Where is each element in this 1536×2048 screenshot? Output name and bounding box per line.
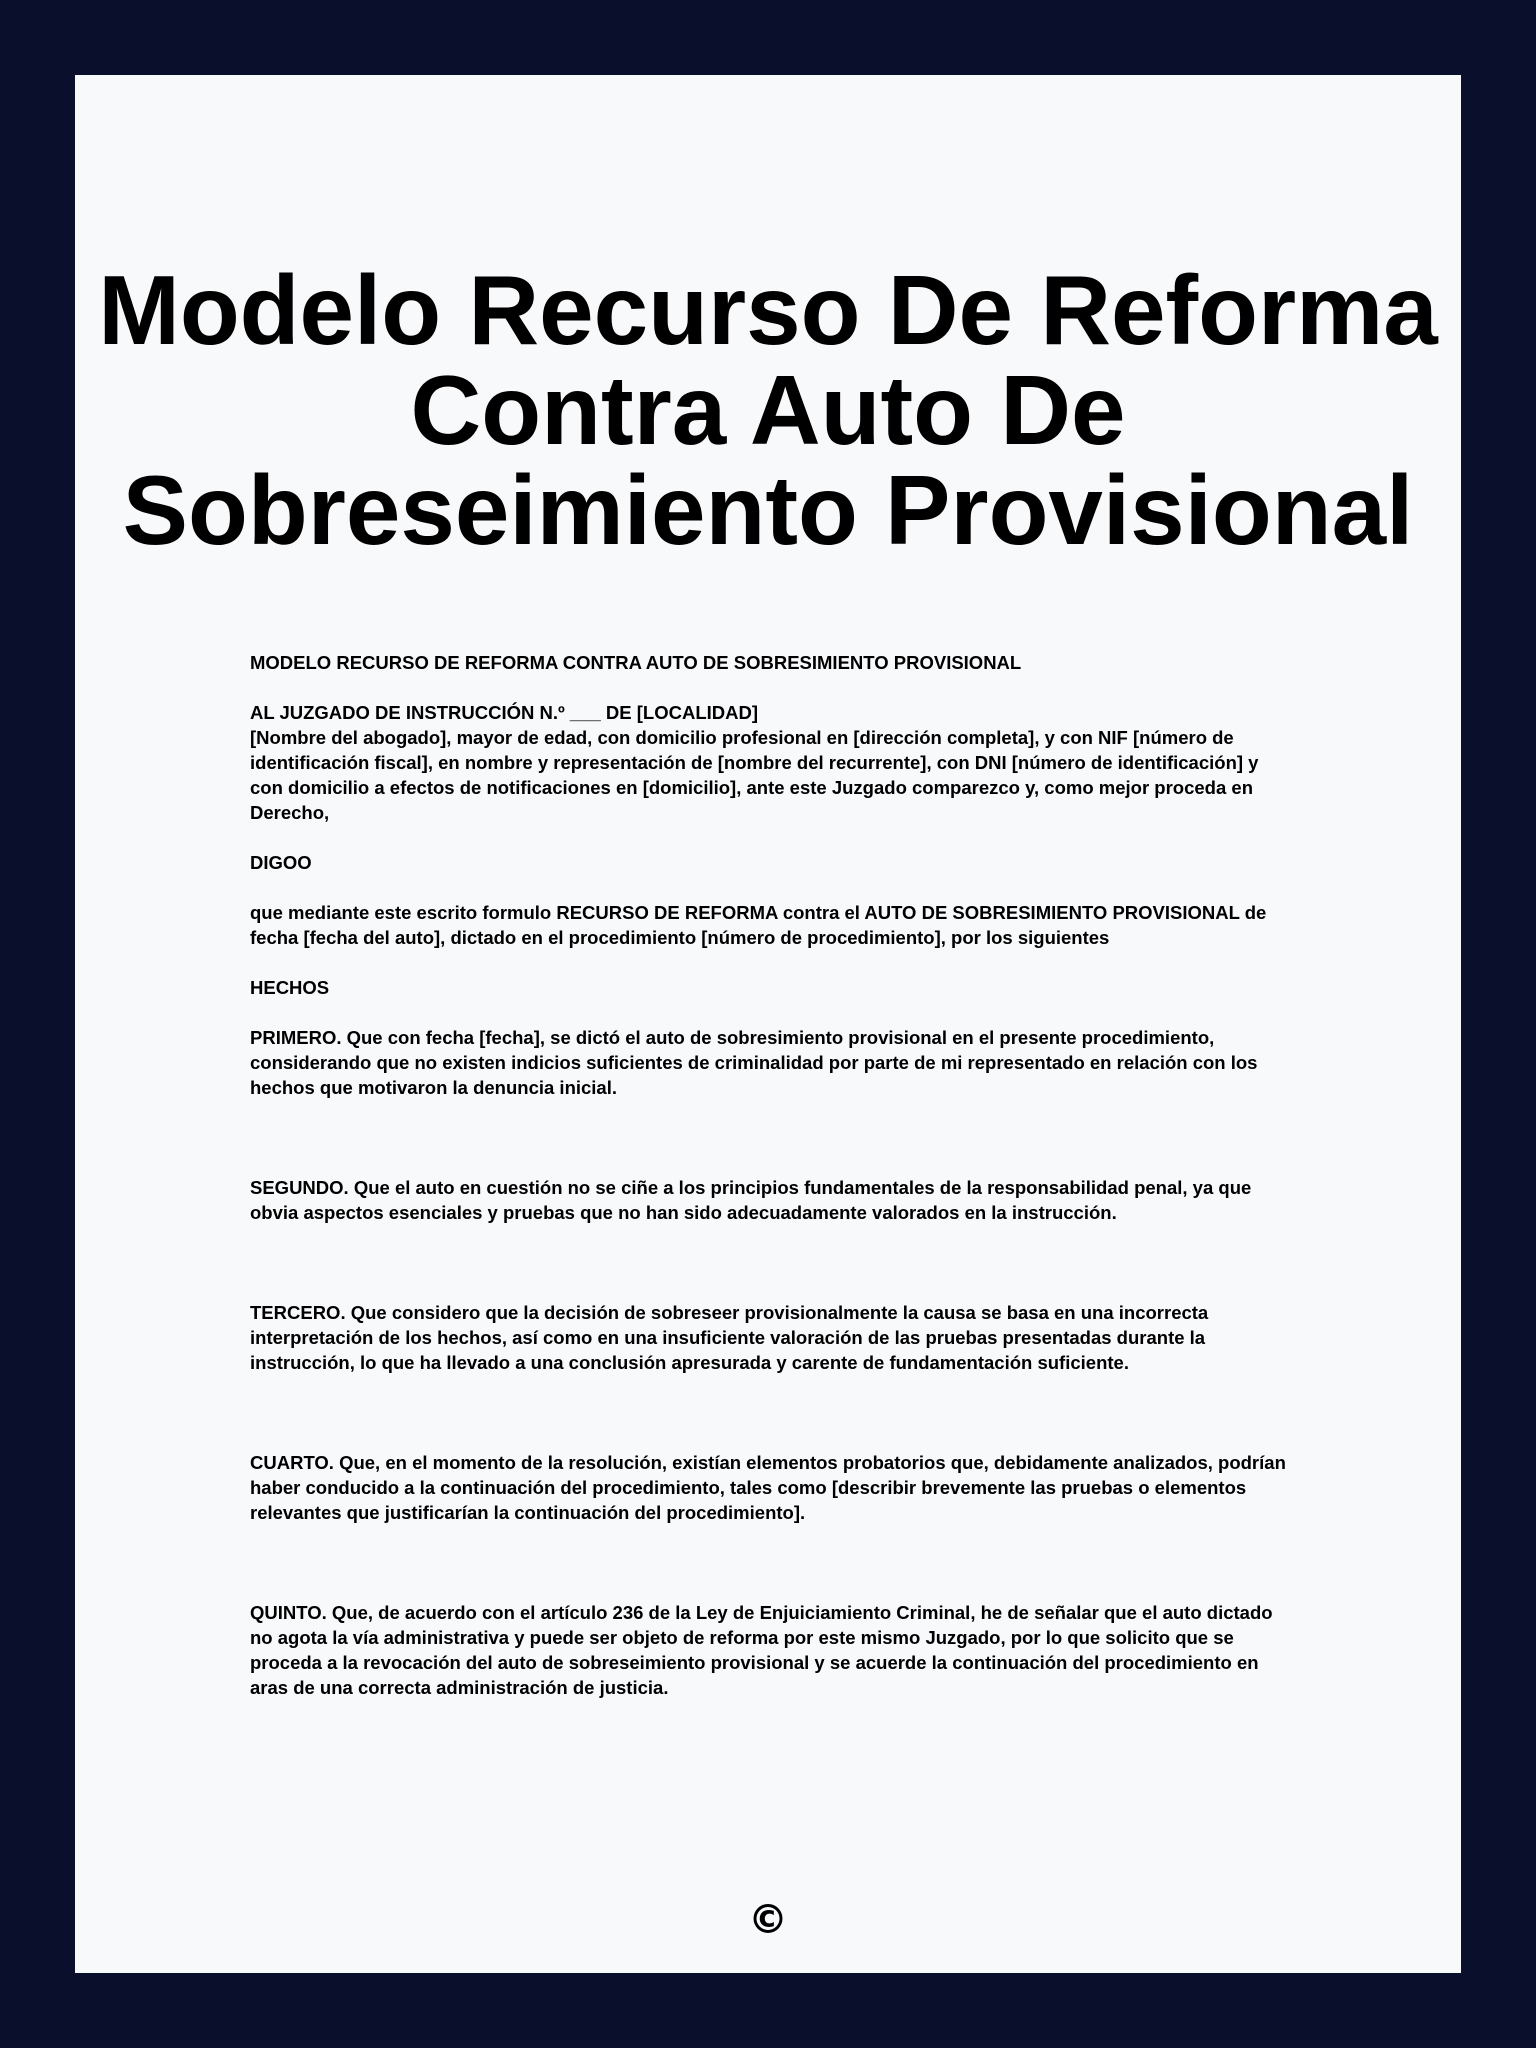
fact-tercero: TERCERO. Que considero que la decisión de sobreseer provisionalmente la causa se basa en una incorrecta interpretación de los hechos, así como en una insuficiente valoración de las pruebas presentadas durante la instrucción, lo que ha llevado a una conclusión apresurada y carente de fundamentación suficiente. [250, 1302, 1209, 1373]
digo-heading: DIGOO [250, 852, 312, 873]
appearance-paragraph: [Nombre del abogado], mayor de edad, con domicilio profesional en [dirección completa], y con NIF [número de identificación fiscal], en nombre y representación de [nombre del recurrente], con DNI [número de identificación] y con domicilio a efectos de notificaciones en [domicilio], ante este Juzgado comparezco y, como mejor proceda en Derecho, [250, 727, 1259, 823]
document-title: Modelo Recurso De Reforma Contra Auto De Sobreseimiento Provisional [98, 255, 1438, 565]
document-body [250, 650, 1290, 1700]
fact-primero: PRIMERO. Que con fecha [fecha], se dictó el auto de sobresimiento provisional en el presente procedimiento, considerando que no existen indicios suficientes de criminalidad por parte de mi representado en relación con los hechos que motivaron la denuncia inicial. [250, 1027, 1258, 1098]
hechos-heading: HECHOS [250, 977, 330, 998]
addressee: AL JUZGADO DE INSTRUCCIÓN N.º ___ DE [LOCALIDAD] [250, 702, 759, 723]
document-heading: MODELO RECURSO DE REFORMA CONTRA AUTO DE SOBRESIMIENTO PROVISIONAL [250, 652, 1022, 673]
fact-quinto: QUINTO. Que, de acuerdo con el artículo 236 de la Ley de Enjuiciamiento Criminal, he de señalar que el auto dictado no agota la vía administrativa y puede ser objeto de reforma por este mismo Juzgado, por lo que solicito que se proceda a la revocación del auto de sobreseimiento provisional y se acuerde la continuación del procedimiento en aras de una correcta administración de justicia. [250, 1602, 1273, 1698]
fact-segundo: SEGUNDO. Que el auto en cuestión no se ciñe a los principios fundamentales de la responsabilidad penal, ya que obvia aspectos esenciales y pruebas que no han sido adecuadamente valorados en la instrucción. [250, 1177, 1252, 1223]
intro-paragraph: que mediante este escrito formulo RECURSO DE REFORMA contra el AUTO DE SOBRESIMIENTO PROVISIONAL de fecha [fecha del auto], dictado en el procedimiento [número de procedimiento], por los siguientes [250, 902, 1267, 948]
fact-cuarto: CUARTO. Que, en el momento de la resolución, existían elementos probatorios que, debidamente analizados, podrían haber conducido a la continuación del procedimiento, tales como [describir brevemente las pruebas o elementos relevantes que justificarían la continuación del procedimiento]. [250, 1452, 1286, 1523]
copyright-icon: © [748, 1897, 788, 1943]
document-page [75, 75, 1461, 1973]
